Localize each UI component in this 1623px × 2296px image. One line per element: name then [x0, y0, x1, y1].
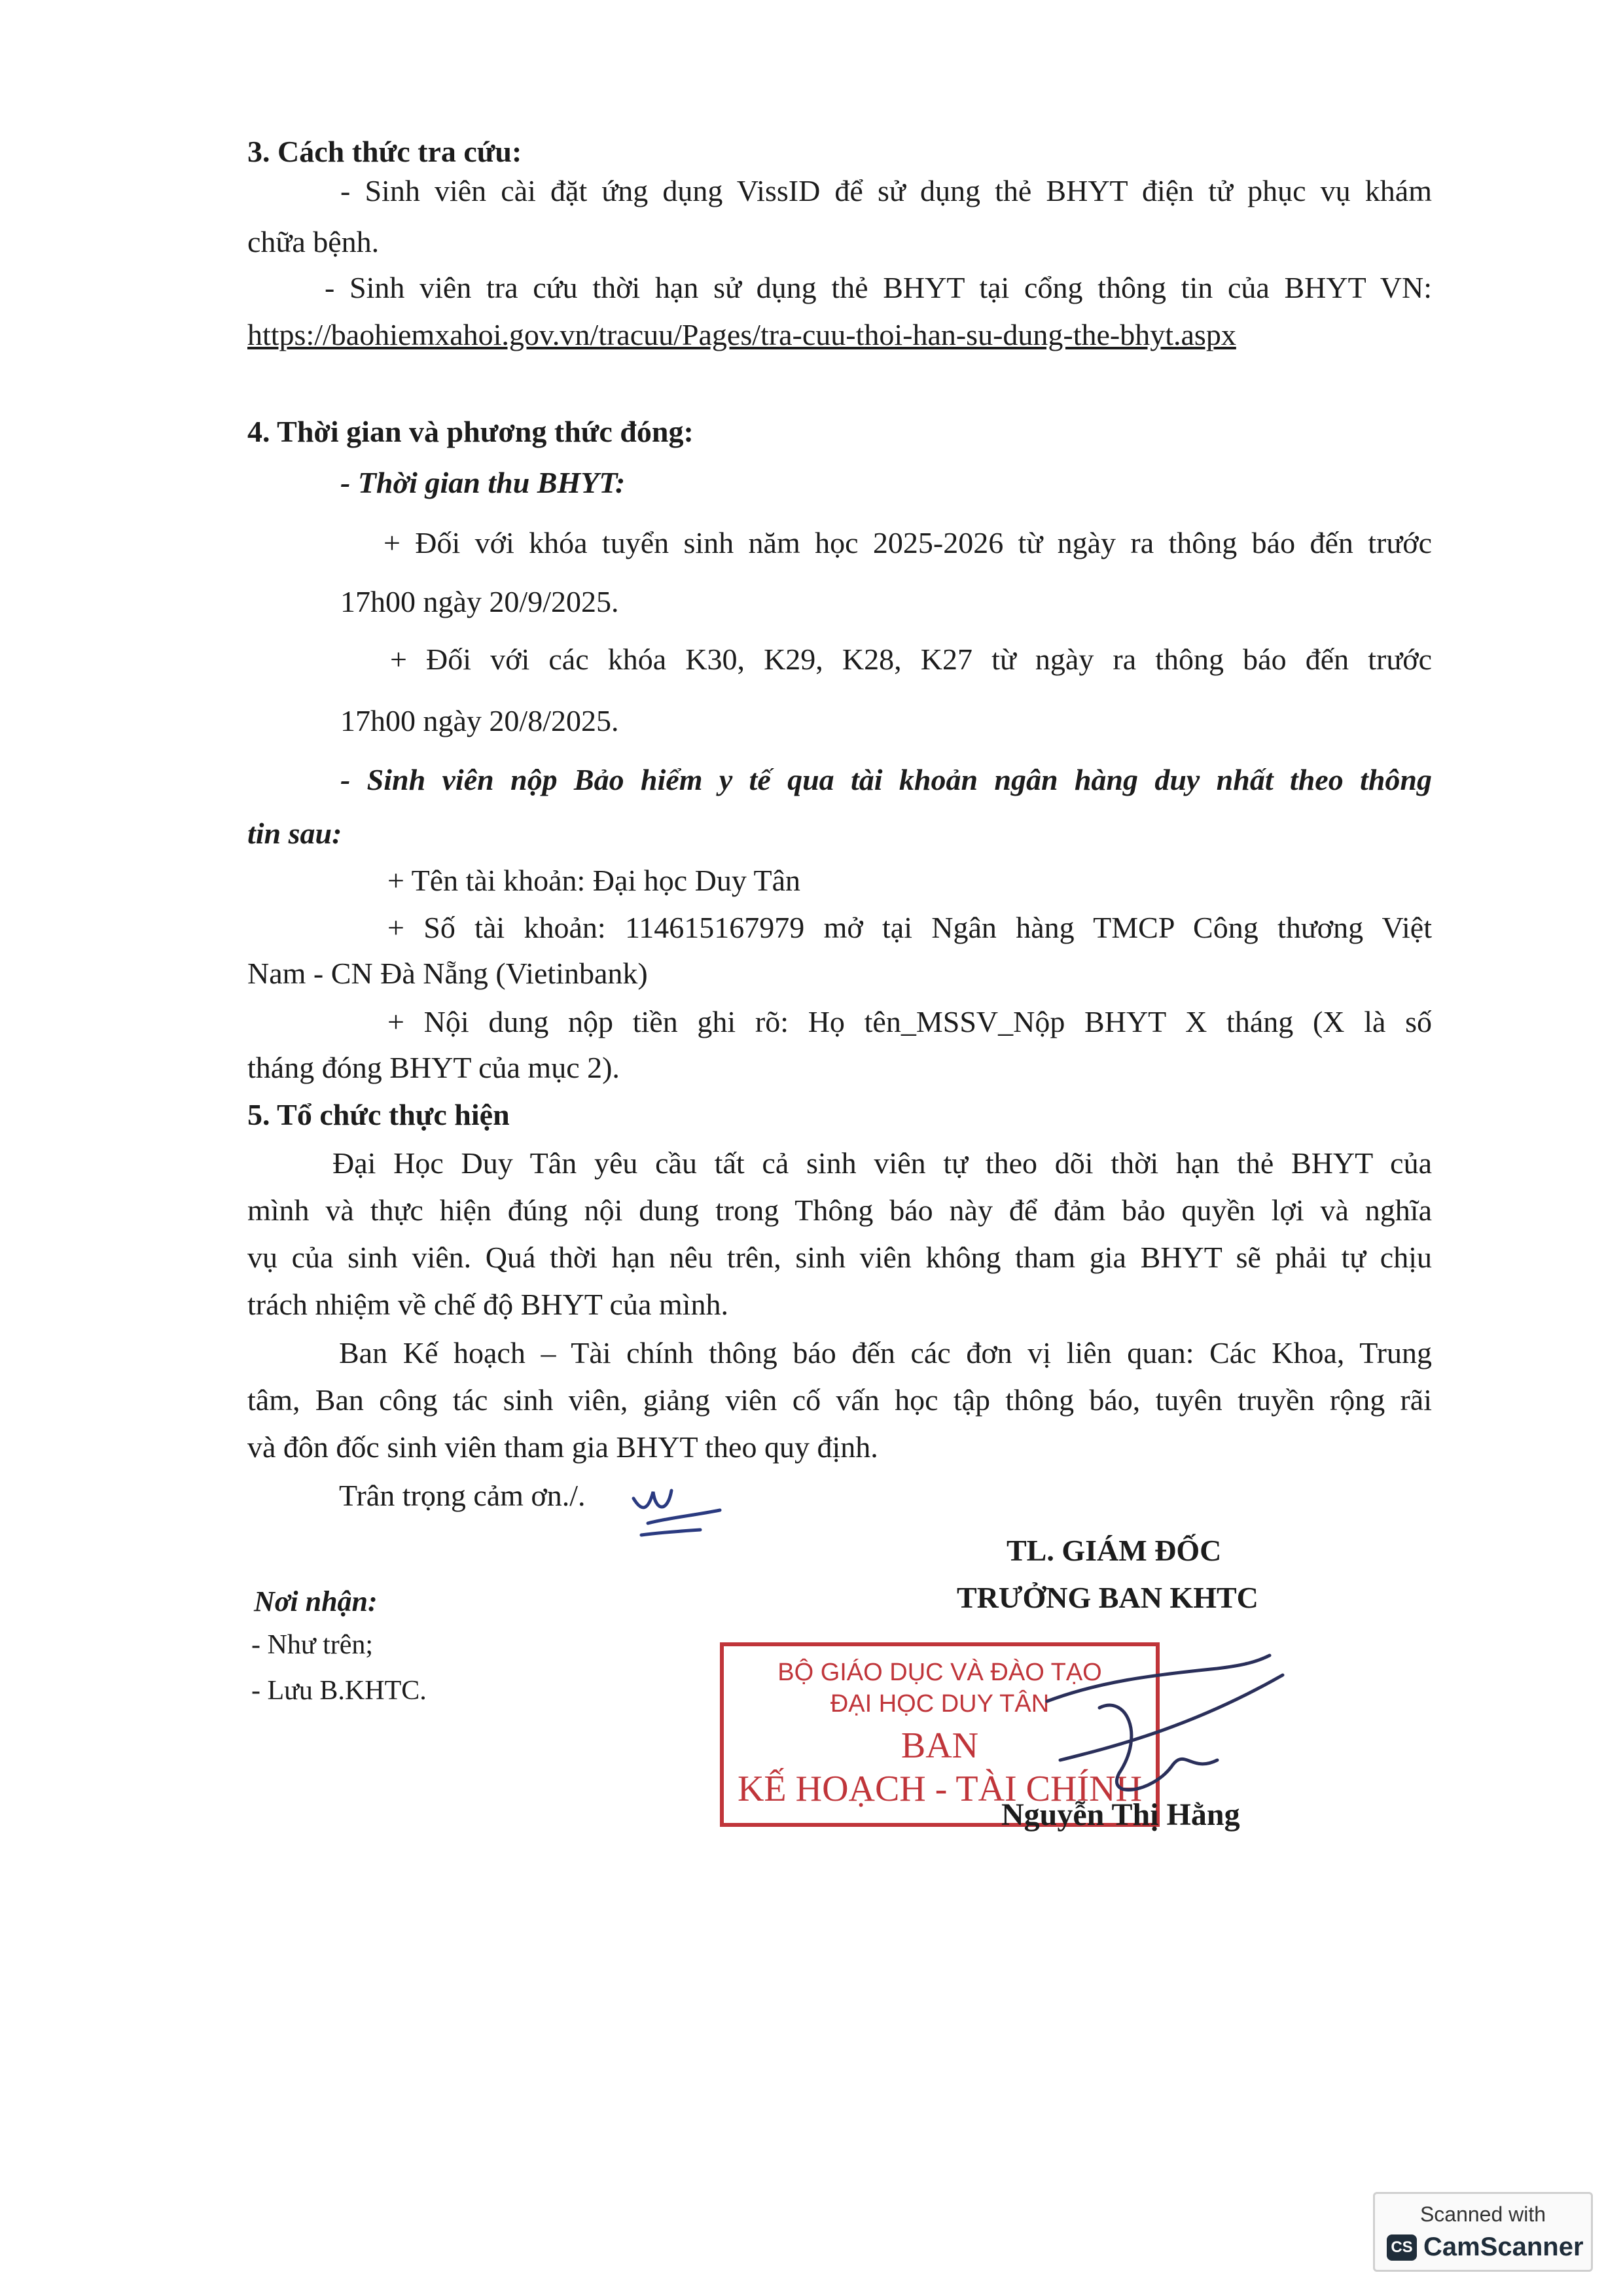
- section-3-line-2: - Sinh viên tra cứu thời hạn sử dụng thẻ BHYT tại cổng thông tin của BHYT VN:: [325, 271, 1432, 304]
- signature-title-2: TRƯỞNG BAN KHTC: [957, 1581, 1258, 1614]
- section-4-sub-1: - Thời gian thu BHYT:: [340, 466, 626, 499]
- stamp-line-2: ĐẠI HỌC DUY TÂN: [830, 1690, 1050, 1718]
- camscanner-badge: [1373, 2192, 1593, 2272]
- signature-title-1: TL. GIÁM ĐỐC: [1007, 1534, 1222, 1567]
- payment-content-a: + Nội dung nộp tiền ghi rõ: Họ tên_MSSV_Nộp BHYT X tháng (X là số: [387, 1005, 1432, 1038]
- signer-name: Nguyễn Thị Hằng: [1001, 1797, 1240, 1832]
- section-4-item-1a: + Đối với khóa tuyển sinh năm học 2025-2026 từ ngày ra thông báo đến trước: [383, 526, 1432, 559]
- section-5-p1d: trách nhiệm về chế độ BHYT của mình.: [247, 1288, 728, 1321]
- bhyt-lookup-link[interactable]: https://baohiemxahoi.gov.vn/tracuu/Pages/tra-cuu-thoi-han-su-dung-the-bhyt.aspx: [247, 318, 1236, 351]
- account-number-a: + Số tài khoản: 114615167979 mở tại Ngân hàng TMCP Công thương Việt: [387, 911, 1432, 944]
- section-4-sub-2a: - Sinh viên nộp Bảo hiểm y tế qua tài khoản ngân hàng duy nhất theo thông: [340, 763, 1432, 796]
- recipient-2: - Lưu B.KHTC.: [251, 1676, 427, 1706]
- camscanner-logo-icon: CS: [1387, 2234, 1417, 2261]
- section-5-p2a: Ban Kế hoạch – Tài chính thông báo đến các đơn vị liên quan: Các Khoa, Trung: [339, 1336, 1432, 1369]
- scanned-with-text: Scanned with: [1419, 2202, 1546, 2226]
- stamp-line-1: BỘ GIÁO DỤC VÀ ĐÀO TẠO: [777, 1659, 1102, 1686]
- section-5-p1c: vụ của sinh viên. Quá thời hạn nêu trên, sinh viên không tham gia BHYT sẽ phải tự chịu: [247, 1241, 1432, 1274]
- account-number-b: Nam - CN Đà Nẵng (Vietinbank): [247, 957, 648, 990]
- initials-mark: [622, 1472, 733, 1544]
- section-3-line-1a: - Sinh viên cài đặt ứng dụng VissID để sử dụng thẻ BHYT điện tử phục vụ khám: [340, 174, 1432, 207]
- section-5-heading: 5. Tổ chức thực hiện: [247, 1098, 510, 1131]
- section-5-p2b: tâm, Ban công tác sinh viên, giảng viên cố vấn học tập thông báo, tuyên truyền rộng rãi: [247, 1383, 1432, 1417]
- recipient-1: - Như trên;: [251, 1630, 374, 1660]
- stamp-line-3: BAN: [901, 1725, 979, 1766]
- section-4-sub-2b: tin sau:: [247, 817, 342, 850]
- closing-line: Trân trọng cảm ơn./.: [339, 1479, 586, 1512]
- section-5-p1b: mình và thực hiện đúng nội dung trong Thông báo này để đảm bảo quyền lợi và nghĩa: [247, 1193, 1432, 1227]
- section-4-heading: 4. Thời gian và phương thức đóng:: [247, 415, 694, 448]
- section-3-heading: 3. Cách thức tra cứu:: [247, 135, 522, 168]
- account-name: + Tên tài khoản: Đại học Duy Tân: [387, 864, 801, 897]
- section-5-p2c: và đôn đốc sinh viên tham gia BHYT theo quy định.: [247, 1430, 878, 1464]
- section-3-line-1b: chữa bệnh.: [247, 225, 380, 258]
- section-4-item-1b: 17h00 ngày 20/9/2025.: [340, 585, 619, 618]
- camscanner-name: CamScanner: [1423, 2233, 1584, 2261]
- stamp-line-4: KẾ HOẠCH - TÀI CHÍNH: [737, 1769, 1143, 1809]
- section-4-item-2a: + Đối với các khóa K30, K29, K28, K27 từ ngày ra thông báo đến trước: [390, 643, 1432, 676]
- payment-content-b: tháng đóng BHYT của mục 2).: [247, 1051, 620, 1084]
- section-5-p1a: Đại Học Duy Tân yêu cầu tất cả sinh viên tự theo dõi thời hạn thẻ BHYT của: [332, 1146, 1432, 1180]
- section-4-item-2b: 17h00 ngày 20/8/2025.: [340, 704, 619, 737]
- recipients-label: Nơi nhận:: [254, 1585, 378, 1617]
